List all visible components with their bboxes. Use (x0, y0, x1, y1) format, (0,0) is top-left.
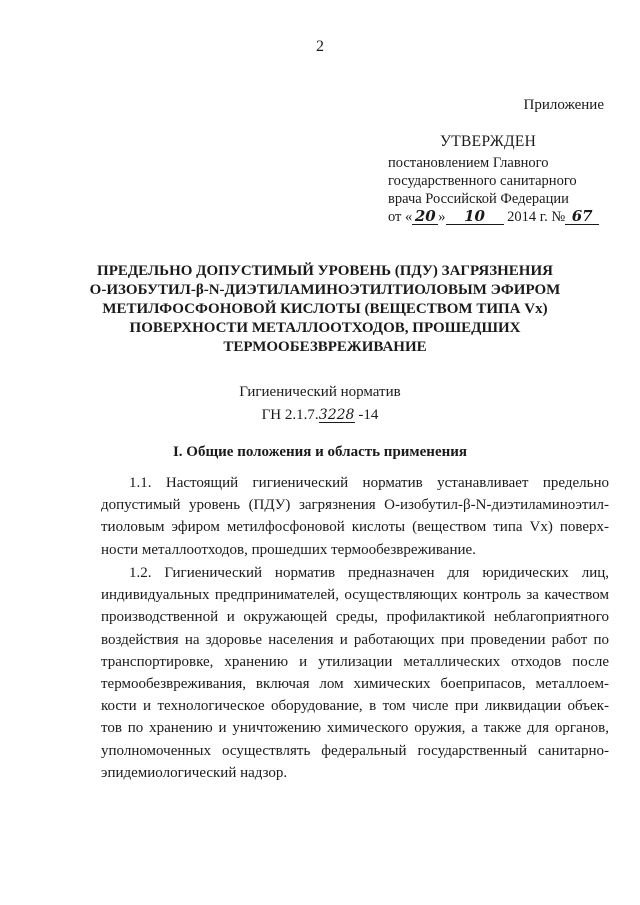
document-title-line: ТЕРМООБЕЗВРЕЖИВАНИЕ (223, 339, 427, 355)
document-title (60, 262, 590, 357)
document-title-line: МЕТИЛФОСФОНОВОЙ КИСЛОТЫ (ВЕЩЕСТВОМ ТИПА Vx) (102, 301, 548, 317)
paragraph-line: допустимый уровень (ПДУ) загрязнения О-изобутил-β-N-диэтиламиноэтил- (101, 497, 609, 514)
document-title-line: ПОВЕРХНОСТИ МЕТАЛЛООТХОДОВ, ПРОШЕДШИХ (129, 320, 521, 336)
approval-line: врача Российской Федерации (388, 191, 569, 207)
approval-date-line (388, 208, 628, 226)
paragraph-line: эпидемиологический надзор. (101, 764, 288, 781)
paragraph-line: кости и технологическое оборудование, в том числе при ликвидации объек- (101, 698, 609, 715)
norm-code (0, 407, 640, 424)
paragraph-line: транспортировке, хранению и утилизации металлических отходов после (101, 653, 609, 670)
paragraph-1-1 (101, 472, 609, 561)
paragraph-line: термообезвреживания, включая лом химических боеприпасов, металлоем- (101, 676, 609, 693)
approval-line: постановлением Главного (388, 155, 549, 171)
order-number-handwritten: 67 (565, 209, 599, 225)
date-day-handwritten: 20 (412, 209, 438, 225)
paragraph-line: производственной и окружающей среды, профилактикой неблагоприятного (101, 609, 609, 626)
date-prefix: от « (388, 209, 413, 225)
paragraph-1-2 (101, 562, 609, 784)
paragraph-line: уполномоченных осуществлять федеральный государственный санитарно- (101, 742, 609, 759)
paragraph-line: 1.2. Гигиенический норматив предназначен для юридических лиц, (129, 565, 609, 581)
section-title: I. Общие положения и область применения (172, 444, 468, 460)
norm-code-number-handwritten: 3228 (318, 407, 355, 423)
norm-label: Гигиенический норматив (239, 384, 401, 400)
appendix-label: Приложение (523, 97, 604, 113)
number-label: № (551, 209, 566, 225)
page-number: 2 (316, 38, 324, 55)
paragraph-line: индивидуальных предпринимателей, осуществляющих контроль за качеством (101, 587, 609, 604)
date-mid: » (438, 209, 446, 225)
approval-title: УТВЕРЖДЕН (440, 133, 537, 150)
paragraph-line: 1.1. Настоящий гигиенический норматив устанавливает предельно (129, 475, 609, 491)
document-title-line: О-ИЗОБУТИЛ-β-N-ДИЭТИЛАМИНОЭТИЛТИОЛОВЫМ ЭФИРОМ (89, 282, 561, 298)
approval-block (388, 133, 628, 226)
norm-code-prefix: ГН 2.1.7. (261, 407, 319, 423)
norm-code-suffix: -14 (358, 407, 379, 423)
paragraph-line: ности металлоотходов, прошедших термообезвреживание. (101, 541, 476, 558)
document-title-line: ПРЕДЕЛЬНО ДОПУСТИМЫЙ УРОВЕНЬ (ПДУ) ЗАГРЯЗНЕНИЯ (97, 263, 553, 279)
approval-line: государственного санитарного (388, 173, 577, 189)
date-year: 2014 г. (507, 209, 548, 225)
paragraph-line: воздействия на здоровье населения и работающих при проведении работ по (101, 631, 609, 648)
paragraph-line: тиоловым эфиром метилфосфоновой кислоты (веществом типа Vx) поверх- (101, 519, 609, 536)
paragraph-line: тов по хранению и уничтожению химического оружия, а также для органов, (101, 720, 609, 737)
date-month-handwritten: 10 (446, 209, 504, 225)
